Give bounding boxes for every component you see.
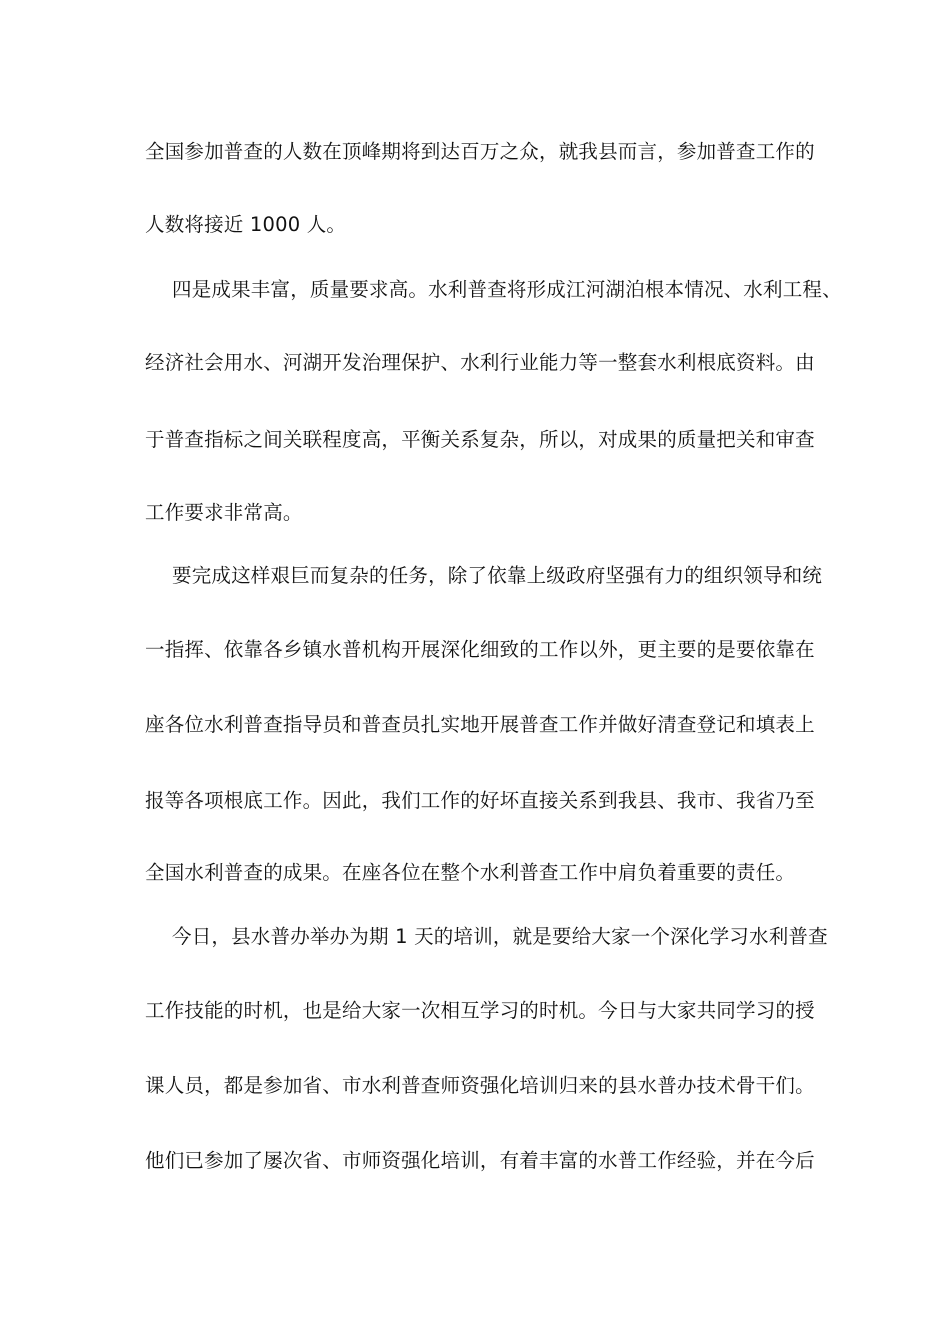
text-line-8: 一指挥、依靠各乡镇水普机构开展深化细致的工作以外，更主要的是要依靠在 xyxy=(145,638,815,661)
text-line-2: 人数将接近 1000 人。 xyxy=(145,213,347,236)
text-line-9: 座各位水利普查指导员和普查员扎实地开展普查工作并做好清查登记和填表上 xyxy=(145,713,815,736)
text-line-15: 他们已参加了屡次省、市师资强化培训，有着丰富的水普工作经验，并在今后 xyxy=(145,1149,815,1172)
text-line-10: 报等各项根底工作。因此，我们工作的好坏直接关系到我县、我市、我省乃至 xyxy=(145,789,815,812)
paragraph-start-line-3: 四是成果丰富，质量要求高。水利普查将形成江河湖泊根本情况、水利工程、 xyxy=(172,278,842,301)
text-line-13: 工作技能的时机，也是给大家一次相互学习的时机。今日与大家共同学习的授 xyxy=(145,999,815,1022)
paragraph-start-line-12: 今日，县水普办举办为期 1 天的培训，就是要给大家一个深化学习水利普查 xyxy=(172,925,828,948)
text-line-1: 全国参加普查的人数在顶峰期将到达百万之众，就我县而言，参加普查工作的 xyxy=(145,140,815,163)
text-line-11: 全国水利普查的成果。在座各位在整个水利普查工作中肩负着重要的责任。 xyxy=(145,861,796,884)
text-line-4: 经济社会用水、河湖开发治理保护、水利行业能力等一整套水利根底资料。由 xyxy=(145,351,815,374)
paragraph-start-line-7: 要完成这样艰巨而复杂的任务，除了依靠上级政府坚强有力的组织领导和统 xyxy=(172,564,823,587)
text-line-14: 课人员，都是参加省、市水利普查师资强化培训归来的县水普办技术骨干们。 xyxy=(145,1074,815,1097)
text-line-6: 工作要求非常高。 xyxy=(145,501,303,524)
text-line-5: 于普查指标之间关联程度高，平衡关系复杂，所以，对成果的质量把关和审查 xyxy=(145,428,815,451)
